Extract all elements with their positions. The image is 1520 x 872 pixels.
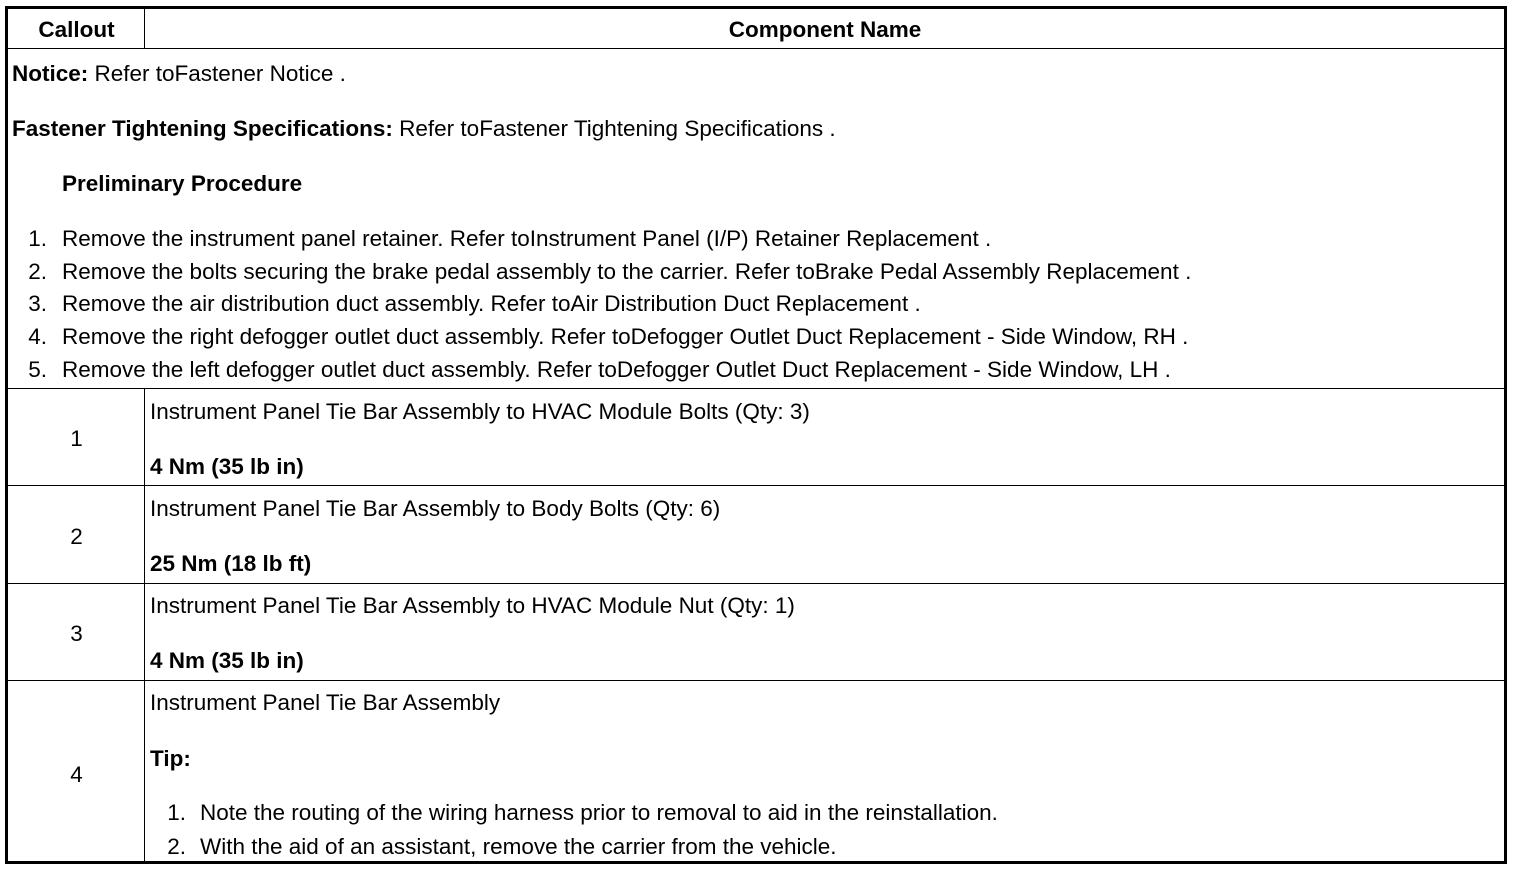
torque-spec: 4 Nm (35 lb in)	[150, 648, 304, 673]
callout-column-header: Callout	[38, 17, 115, 42]
step-text: Remove the instrument panel retainer. Refer toInstrument Panel (I/P) Retainer Replacement .	[62, 226, 992, 251]
header-bottom-rule	[8, 48, 1504, 49]
step-number: 5.	[28, 357, 47, 382]
torque-spec: 4 Nm (35 lb in)	[150, 454, 304, 479]
header-divider	[144, 9, 145, 49]
fastener-spec-line	[12, 116, 836, 142]
step-number: 3.	[28, 291, 47, 316]
component-name: Instrument Panel Tie Bar Assembly	[150, 690, 501, 715]
callout-number: 3	[70, 621, 83, 646]
callout-number: 2	[70, 524, 83, 549]
step-number: 1.	[28, 226, 47, 251]
step-text: Remove the left defogger outlet duct assembly. Refer toDefogger Outlet Duct Replacement - Side Window, LH .	[62, 357, 1171, 382]
row-rule	[8, 680, 1504, 681]
fastener-spec-text: Refer toFastener Tightening Specifications .	[392, 116, 836, 141]
step-number: 4.	[28, 324, 47, 349]
component-name: Instrument Panel Tie Bar Assembly to HVAC Module Nut (Qty: 1)	[150, 593, 795, 618]
notice-bottom-rule	[8, 388, 1504, 389]
step-text: Remove the air distribution duct assembly. Refer toAir Distribution Duct Replacement .	[62, 291, 921, 316]
preliminary-procedure-title: Preliminary Procedure	[62, 171, 303, 196]
tip-label: Tip:	[150, 746, 191, 771]
row-rule	[8, 485, 1504, 486]
tip-number: 1.	[167, 800, 186, 825]
component-name: Instrument Panel Tie Bar Assembly to Body Bolts (Qty: 6)	[150, 496, 721, 521]
callout-number: 1	[70, 426, 83, 451]
component-table	[5, 6, 1507, 864]
callout-number: 4	[70, 762, 83, 787]
component-name-column-header: Component Name	[728, 17, 922, 42]
notice-line	[12, 61, 346, 87]
tip-text: Note the routing of the wiring harness prior to removal to aid in the reinstallation.	[200, 800, 998, 825]
tip-text: With the aid of an assistant, remove the carrier from the vehicle.	[200, 834, 837, 859]
tip-number: 2.	[167, 834, 186, 859]
step-text: Remove the right defogger outlet duct assembly. Refer toDefogger Outlet Duct Replacement - Side Window, RH .	[62, 324, 1189, 349]
component-name: Instrument Panel Tie Bar Assembly to HVAC Module Bolts (Qty: 3)	[150, 399, 810, 424]
step-number: 2.	[28, 259, 47, 284]
torque-spec: 25 Nm (18 lb ft)	[150, 551, 312, 576]
notice-label: Notice:	[12, 61, 89, 86]
fastener-spec-label: Fastener Tightening Specifications:	[12, 116, 393, 141]
row-rule	[8, 583, 1504, 584]
step-text: Remove the bolts securing the brake pedal assembly to the carrier. Refer toBrake Pedal Assembly Replacement .	[62, 259, 1192, 284]
notice-text: Refer toFastener Notice .	[88, 61, 346, 86]
